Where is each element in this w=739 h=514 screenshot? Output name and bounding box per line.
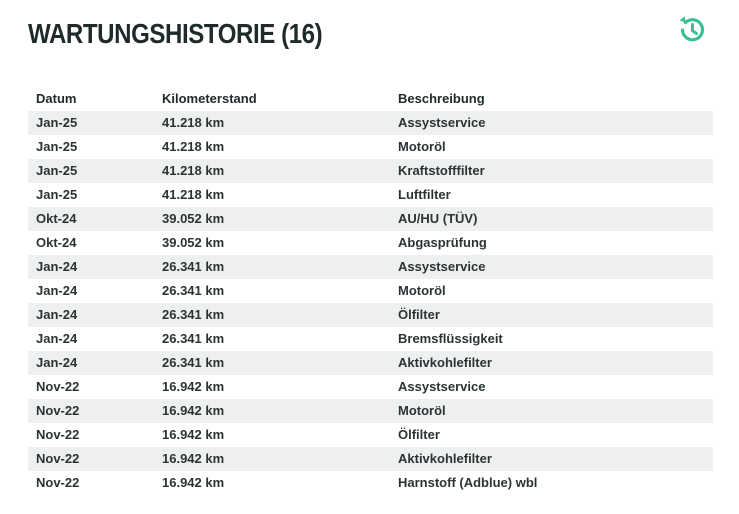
cell-beschreibung: Luftfilter: [398, 187, 451, 202]
column-header-kilometerstand: Kilometerstand: [162, 91, 257, 106]
cell-datum: Nov-22: [36, 403, 80, 418]
table-header-row: [28, 87, 713, 111]
cell-kilometerstand: 39.052 km: [162, 211, 225, 226]
cell-kilometerstand: 16.942 km: [162, 403, 225, 418]
cell-datum: Jan-24: [36, 283, 78, 298]
table-row: [28, 399, 713, 423]
cell-kilometerstand: 26.341 km: [162, 283, 225, 298]
cell-kilometerstand: 41.218 km: [162, 163, 225, 178]
table-row: [28, 471, 713, 495]
cell-datum: Jan-24: [36, 259, 78, 274]
table-row: [28, 303, 713, 327]
column-header-datum: Datum: [36, 91, 77, 106]
cell-kilometerstand: 41.218 km: [162, 187, 225, 202]
cell-kilometerstand: 16.942 km: [162, 475, 225, 490]
cell-beschreibung: Motoröl: [398, 403, 446, 418]
cell-kilometerstand: 16.942 km: [162, 379, 225, 394]
cell-datum: Nov-22: [36, 427, 80, 442]
column-header-beschreibung: Beschreibung: [398, 91, 485, 106]
table-body: [28, 111, 713, 495]
cell-beschreibung: Assystservice: [398, 115, 486, 130]
cell-datum: Nov-22: [36, 475, 80, 490]
table-row: [28, 279, 713, 303]
section-header: [28, 12, 718, 56]
cell-beschreibung: Assystservice: [398, 259, 486, 274]
history-icon: [675, 13, 709, 47]
table-row: [28, 375, 713, 399]
table-row: [28, 255, 713, 279]
table-row: [28, 231, 713, 255]
cell-datum: Okt-24: [36, 211, 77, 226]
table-row: [28, 183, 713, 207]
table-row: [28, 111, 713, 135]
table-row: [28, 423, 713, 447]
table-row: [28, 351, 713, 375]
cell-datum: Jan-24: [36, 331, 78, 346]
table-row: [28, 135, 713, 159]
cell-beschreibung: Bremsflüssigkeit: [398, 331, 503, 346]
cell-datum: Jan-24: [36, 307, 78, 322]
cell-beschreibung: Kraftstofffilter: [398, 163, 485, 178]
cell-beschreibung: Ölfilter: [398, 307, 440, 322]
table-row: [28, 159, 713, 183]
history-button[interactable]: [674, 12, 710, 48]
table-row: [28, 207, 713, 231]
cell-beschreibung: Motoröl: [398, 283, 446, 298]
cell-beschreibung: Motoröl: [398, 139, 446, 154]
cell-kilometerstand: 26.341 km: [162, 307, 225, 322]
cell-kilometerstand: 26.341 km: [162, 331, 225, 346]
cell-beschreibung: Abgasprüfung: [398, 235, 487, 250]
cell-kilometerstand: 16.942 km: [162, 427, 225, 442]
cell-beschreibung: Harnstoff (Adblue) wbl: [398, 475, 538, 490]
cell-datum: Okt-24: [36, 235, 77, 250]
cell-kilometerstand: 16.942 km: [162, 451, 225, 466]
cell-beschreibung: Aktivkohlefilter: [398, 451, 492, 466]
cell-beschreibung: AU/HU (TÜV): [398, 211, 478, 226]
cell-kilometerstand: 26.341 km: [162, 355, 225, 370]
cell-beschreibung: Assystservice: [398, 379, 486, 394]
cell-datum: Jan-25: [36, 115, 78, 130]
table-row: [28, 327, 713, 351]
cell-datum: Nov-22: [36, 451, 80, 466]
cell-datum: Jan-25: [36, 163, 78, 178]
cell-beschreibung: Aktivkohlefilter: [398, 355, 492, 370]
cell-kilometerstand: 41.218 km: [162, 115, 225, 130]
cell-kilometerstand: 41.218 km: [162, 139, 225, 154]
page-title: WARTUNGSHISTORIE (16): [28, 18, 323, 49]
maintenance-table: [28, 87, 713, 495]
cell-datum: Jan-25: [36, 187, 78, 202]
cell-kilometerstand: 26.341 km: [162, 259, 225, 274]
cell-kilometerstand: 39.052 km: [162, 235, 225, 250]
cell-beschreibung: Ölfilter: [398, 427, 440, 442]
cell-datum: Nov-22: [36, 379, 80, 394]
table-row: [28, 447, 713, 471]
cell-datum: Jan-24: [36, 355, 78, 370]
cell-datum: Jan-25: [36, 139, 78, 154]
